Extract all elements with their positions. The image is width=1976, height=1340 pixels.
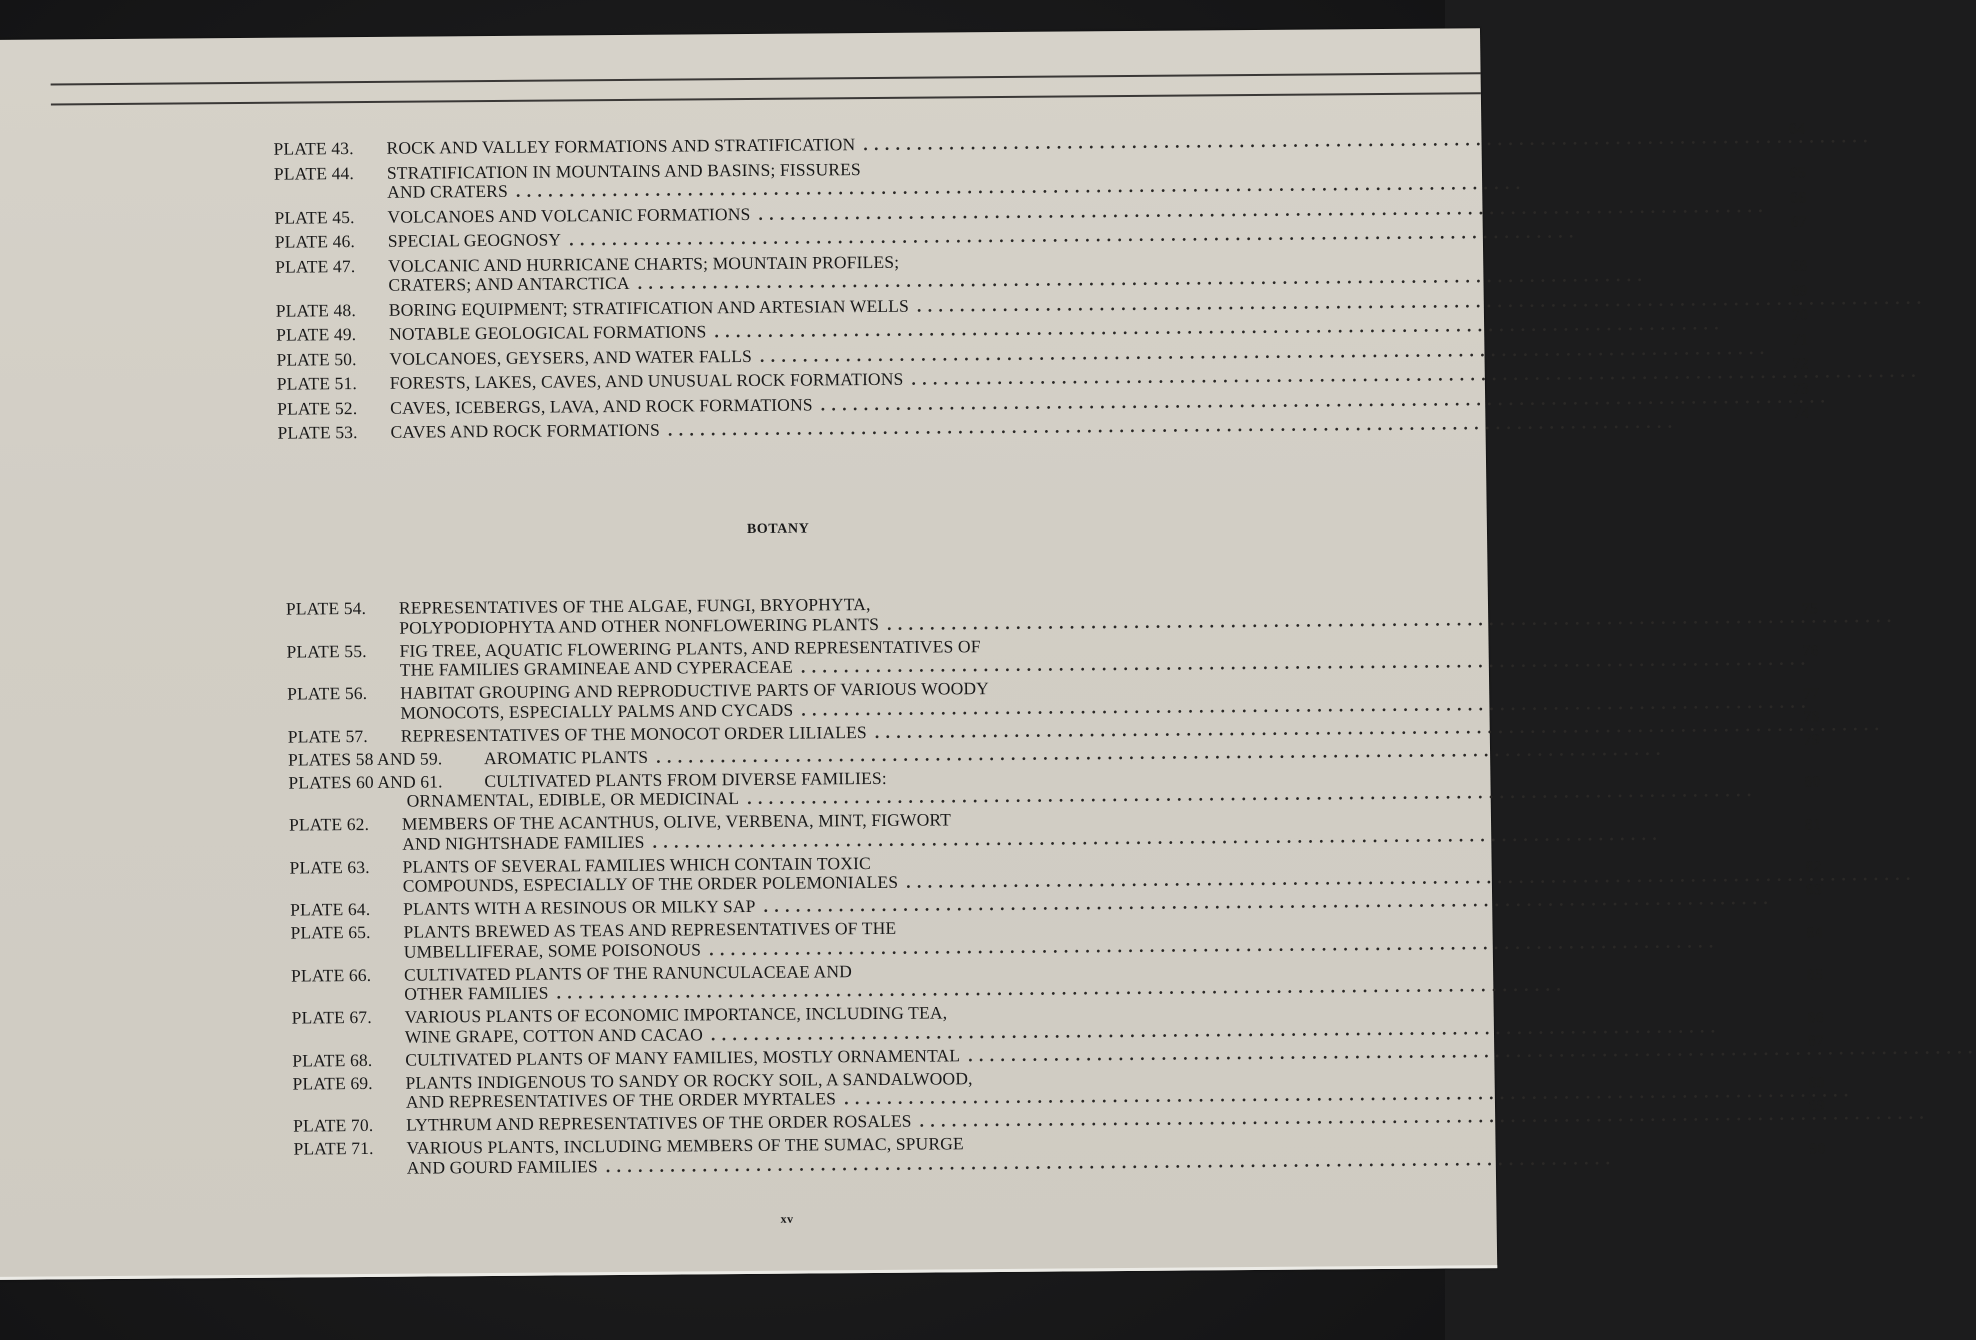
entry-title <box>388 250 1239 296</box>
entry-title-text: NOTABLE GEOLOGICAL FORMATIONS <box>388 321 707 344</box>
entry-title-text: ROCK AND VALLEY FORMATIONS AND STRATIFICATION <box>386 134 856 158</box>
entry-title <box>389 343 1239 369</box>
entry-title-line <box>390 392 1250 418</box>
entry-title-text: OTHER FAMILIES <box>404 982 549 1004</box>
entry-title-line <box>389 294 1249 320</box>
page-number: 64 <box>1788 120 1806 138</box>
plate-label: PLATE 52. <box>277 397 358 419</box>
entry-title-line: CULTIVATED PLANTS FROM DIVERSE FAMILIES: <box>484 767 887 791</box>
plate-label: PLATE 68. <box>292 1049 373 1071</box>
entry-title-line <box>403 893 1263 919</box>
entry-title-line <box>400 654 1260 680</box>
entry-title-text: AND REPRESENTATIVES OF THE ORDER MYRTALES <box>405 1088 837 1112</box>
entry-title-text: COMPOUNDS, ESPECIALLY OF THE ORDER POLEMONIALES <box>402 871 899 896</box>
plate-label: PLATE 70. <box>293 1114 374 1136</box>
entry-title-line: REPRESENTATIVES OF THE ALGAE, FUNGI, BRYOPHYTA, <box>398 594 871 618</box>
page-number: 69 <box>1791 282 1808 300</box>
entry-title-line: VOLCANIC AND HURRICANE CHARTS; MOUNTAIN PROFILES; <box>388 251 900 276</box>
entry-title-line <box>406 1109 1266 1135</box>
entry-title-line <box>390 367 1250 393</box>
entry-title <box>400 677 1251 723</box>
entry-title-line <box>387 176 1247 202</box>
plate-label: PLATES 60 AND 61. <box>288 770 443 793</box>
plate-label: PLATE 54. <box>285 597 367 619</box>
entry-title-line <box>405 1043 1265 1069</box>
page-number: 79 <box>1803 731 1821 749</box>
plate-label: PLATE 53. <box>277 422 358 443</box>
header-rule-bottom <box>51 92 1481 105</box>
page-number: 90 <box>1809 1140 1826 1158</box>
entry-title-text: AND CRATERS <box>387 180 509 202</box>
dot-leader <box>760 338 1765 365</box>
entry-title <box>405 1001 1256 1047</box>
entry-title-line <box>388 225 1248 251</box>
entry-title <box>484 742 1334 768</box>
entry-title-text: CULTIVATED PLANTS OF MANY FAMILIES, MOSTLY ORNAMENTAL <box>405 1044 961 1070</box>
toc-entry <box>288 804 1822 855</box>
entry-title-line: PLANTS BREWED AS TEAS AND REPRESENTATIVES OF THE <box>403 917 897 942</box>
dot-leader <box>569 222 1574 249</box>
page-number: 89 <box>1808 1097 1826 1115</box>
entry-title-text: POLYPODIOPHYTA AND OTHER NONFLOWERING PLANTS <box>399 613 880 638</box>
entry-title-text: CAVES, ICEBERGS, LAVA, AND ROCK FORMATIONS <box>390 393 813 418</box>
dot-leader <box>863 127 1868 154</box>
dot-leader <box>917 288 1922 315</box>
entry-title-line: STRATIFICATION IN MOUNTAINS AND BASINS; FISSURES <box>386 158 861 183</box>
page-number: 71 <box>1791 331 1809 349</box>
plate-label: PLATE 46. <box>274 231 356 252</box>
dot-leader <box>668 413 1673 440</box>
plate-label: PLATE 45. <box>274 206 355 228</box>
entry-title-line <box>386 132 1246 158</box>
entry-title <box>388 225 1238 251</box>
entry-title <box>403 893 1253 919</box>
entry-title-line: PLANTS OF SEVERAL FAMILIES WHICH CONTAIN TOXIC <box>402 852 871 877</box>
plate-label: PLATE 64. <box>290 898 371 920</box>
entry-title-text: UMBELLIFERAE, SOME POISONOUS <box>403 938 702 962</box>
page-number: 84 <box>1806 924 1823 942</box>
page-number: 88 <box>1808 1074 1825 1092</box>
entry-title-text: CAVES AND ROCK FORMATIONS <box>390 419 661 442</box>
header-rule-top <box>51 72 1481 85</box>
entry-title-line: VARIOUS PLANTS OF ECONOMIC IMPORTANCE, INCLUDING TEA, <box>404 1002 948 1027</box>
entry-title-line <box>401 719 1261 745</box>
entry-title-line <box>404 978 1264 1004</box>
toc-entry <box>288 761 1821 812</box>
page-number: 81 <box>1804 816 1822 834</box>
plate-label: PLATE 65. <box>290 921 371 943</box>
entry-title-line <box>387 201 1247 227</box>
toc-entry <box>290 954 1824 1005</box>
section-heading-botany: BOTANY <box>746 521 810 537</box>
page-number: 73 <box>1792 380 1810 398</box>
entry-title <box>402 808 1253 854</box>
toc-entry <box>293 1128 1826 1179</box>
entry-title <box>390 367 1240 393</box>
entry-title-line <box>389 318 1249 344</box>
entry-title <box>406 765 1335 811</box>
entry-title-line <box>484 742 1344 768</box>
dot-leader <box>714 314 1719 341</box>
entry-title <box>390 416 1240 442</box>
entry-title-text: VOLCANOES AND VOLCANIC FORMATIONS <box>387 203 751 227</box>
entry-title-line <box>389 343 1249 369</box>
page-number: 67 <box>1790 213 1807 231</box>
entry-title-line <box>388 269 1248 295</box>
page-number: 78 <box>1803 708 1820 726</box>
page-number: 74 <box>1792 404 1810 422</box>
toc-section-geology <box>273 120 1810 448</box>
entry-title <box>399 592 1250 638</box>
page-folio: xv <box>780 1211 794 1226</box>
plate-label: PLATE 66. <box>290 964 372 986</box>
plate-label: PLATE 55. <box>286 640 367 662</box>
page-number: 65 <box>1789 164 1807 182</box>
entry-title <box>404 959 1255 1005</box>
toc-section-botany <box>285 588 1826 1182</box>
page-number: 86 <box>1807 1009 1824 1027</box>
plate-label: PLATE 47. <box>275 255 356 277</box>
entry-title-text: CRATERS; AND ANTARCTICA <box>388 272 630 295</box>
plate-label: PLATE 56. <box>287 682 368 704</box>
entry-title <box>403 916 1254 962</box>
page-number: 80 <box>1804 773 1821 791</box>
dot-leader <box>821 387 1826 414</box>
page-number: 68 <box>1790 257 1808 275</box>
page-number: 76 <box>1802 642 1819 660</box>
entry-title-line: MEMBERS OF THE ACANTHUS, OLIVE, VERBENA, MINT, FIGWORT <box>401 809 952 834</box>
plate-label: PLATE 51. <box>276 373 358 394</box>
entry-title <box>389 294 1239 320</box>
entry-title-text: AND GOURD FAMILIES <box>406 1155 598 1178</box>
page-number: 70 <box>1791 306 1809 324</box>
entry-title-text: WINE GRAPE, COTTON AND CACAO <box>404 1023 704 1047</box>
entry-title-text: LYTHRUM AND REPRESENTATIVES OF THE ORDER ROSALES <box>406 1110 912 1135</box>
entry-title <box>401 720 1251 746</box>
entry-title-text: BORING EQUIPMENT; STRATIFICATION AND ARTESIAN WELLS <box>388 295 910 320</box>
plate-label: PLATE 43. <box>273 138 354 159</box>
entry-title <box>386 132 1236 158</box>
entry-title-line: FIG TREE, AQUATIC FLOWERING PLANTS, AND REPRESENTATIVES OF <box>399 635 981 661</box>
entry-title <box>399 635 1250 681</box>
plate-label: PLATE 69. <box>292 1072 373 1094</box>
dot-leader <box>758 196 1763 223</box>
entry-title-text: SPECIAL GEOGNOSY <box>387 229 562 251</box>
page-number: 77 <box>1802 685 1820 703</box>
entry-title-text: MONOCOTS, ESPECIALLY PALMS AND CYCADS <box>400 699 794 723</box>
plate-label: PLATE 63. <box>289 856 370 878</box>
page-number: 72 <box>1792 355 1809 373</box>
entry-title <box>387 157 1238 203</box>
toc-entry <box>286 630 1819 681</box>
toc-entry <box>290 912 1823 963</box>
page-number: 82 <box>1805 858 1822 876</box>
book-page <box>0 28 1826 1280</box>
entry-title-line <box>390 416 1250 442</box>
entry-title-line: CULTIVATED PLANTS OF THE RANUNCULACEAE AND <box>403 960 853 985</box>
entry-title-line <box>407 785 1267 811</box>
entry-title-text: FORESTS, LAKES, CAVES, AND UNUSUAL ROCK FORMATIONS <box>389 368 904 393</box>
entry-title <box>402 851 1253 897</box>
page-number: 83 <box>1805 881 1823 899</box>
entry-title <box>390 392 1240 418</box>
entry-title-text: THE FAMILIES GRAMINEAE AND CYPERACEAE <box>399 656 794 680</box>
toc-entry <box>285 588 1819 639</box>
plate-label: PLATE 67. <box>291 1006 372 1028</box>
entry-title-text: REPRESENTATIVES OF THE MONOCOT ORDER LILIALES <box>400 721 867 746</box>
entry-title-line: HABITAT GROUPING AND REPRODUCTIVE PARTS OF VARIOUS WOODY <box>400 678 990 703</box>
page-number: 75 <box>1801 600 1819 618</box>
entry-title <box>406 1109 1256 1135</box>
dot-leader <box>911 362 1916 389</box>
plate-label: PLATE 44. <box>273 162 355 184</box>
entry-title-line: VARIOUS PLANTS, INCLUDING MEMBERS OF THE SUMAC, SPURGE <box>406 1133 964 1158</box>
plate-label: PLATE 62. <box>288 813 370 835</box>
entry-title <box>405 1067 1256 1113</box>
plate-label: PLATE 49. <box>275 324 357 345</box>
entry-title <box>389 318 1239 344</box>
entry-title <box>405 1044 1255 1070</box>
plate-label: PLATES 58 AND 59. <box>287 747 443 770</box>
entry-title <box>406 1132 1257 1178</box>
entry-title-line: PLANTS INDIGENOUS TO SANDY OR ROCKY SOIL, A SANDALWOOD, <box>405 1067 973 1093</box>
page-number: 85 <box>1806 966 1824 984</box>
page-number: 87 <box>1807 1032 1825 1050</box>
entry-title-text: ORNAMENTAL, EDIBLE, OR MEDICINAL <box>406 788 740 811</box>
plate-label: PLATE 48. <box>275 299 357 321</box>
page-number: 66 <box>1789 189 1807 207</box>
plate-label: PLATE 71. <box>293 1137 374 1159</box>
entry-title-text: AND NIGHTSHADE FAMILIES <box>402 831 645 854</box>
entry-title <box>387 201 1237 227</box>
entry-title-text: PLANTS WITH A RESINOUS OR MILKY SAP <box>403 895 756 919</box>
entry-title-text: VOLCANOES, GEYSERS, AND WATER FALLS <box>389 345 753 369</box>
plate-label: PLATE 57. <box>287 725 368 747</box>
plate-label: PLATE 50. <box>276 348 357 370</box>
entry-title-text: AROMATIC PLANTS <box>483 746 649 768</box>
